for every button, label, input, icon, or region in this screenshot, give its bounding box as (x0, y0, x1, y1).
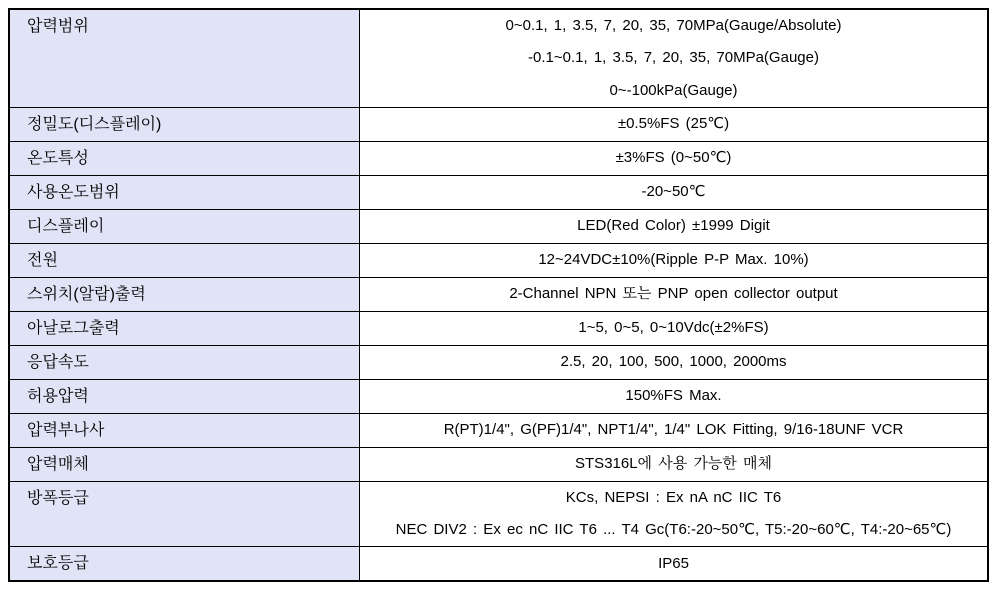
table-row-analog-output (9, 311, 988, 345)
row-value (360, 311, 989, 345)
spec-table-container (8, 8, 989, 582)
row-value (360, 277, 989, 311)
row-label: 압력범위 (9, 9, 360, 107)
value-line: KCs, NEPSI : Ex nA nC IIC T6 (565, 488, 782, 506)
row-label: 스위치(알람)출력 (9, 277, 360, 311)
value-line: ±0.5%FS (25℃) (617, 115, 730, 133)
value-line: ±3%FS (0~50℃) (615, 149, 732, 167)
spec-table (8, 8, 989, 582)
row-value (360, 209, 989, 243)
row-label: 방폭등급 (9, 481, 360, 547)
row-label: 허용압력 (9, 379, 360, 413)
row-label: 디스플레이 (9, 209, 360, 243)
value-line: 0~-100kPa(Gauge) (609, 81, 738, 99)
value-line: LED(Red Color) ±1999 Digit (577, 217, 770, 235)
row-label: 사용온도범위 (9, 175, 360, 209)
value-line: -0.1~0.1, 1, 3.5, 7, 20, 35, 70MPa(Gauge) (528, 49, 819, 67)
value-line: 1~5, 0~5, 0~10Vdc(±2%FS) (578, 319, 769, 337)
table-row-pressure-media (9, 447, 988, 481)
row-value (360, 175, 989, 209)
row-label: 압력매체 (9, 447, 360, 481)
value-line: R(PT)1/4", G(PF)1/4", NPT1/4", 1/4" LOK Fitting, 9/16-18UNF VCR (443, 421, 904, 439)
row-label: 응답속도 (9, 345, 360, 379)
value-line: 0~0.1, 1, 3.5, 7, 20, 35, 70MPa(Gauge/Absolute) (505, 17, 842, 34)
row-value (360, 447, 989, 481)
row-value (360, 413, 989, 447)
row-value (360, 243, 989, 277)
row-value (360, 141, 989, 175)
row-label: 보호등급 (9, 547, 360, 581)
value-line: STS316L에 사용 가능한 매체 (575, 455, 772, 473)
table-row-accuracy-display (9, 107, 988, 141)
value-line: 2-Channel NPN 또는 PNP open collector output (509, 285, 838, 303)
row-value (360, 379, 989, 413)
row-label: 정밀도(디스플레이) (9, 107, 360, 141)
table-row-explosion-proof-rating (9, 481, 988, 547)
value-line: 150%FS Max. (625, 387, 722, 405)
value-line: NEC DIV2 : Ex ec nC IIC T6 ... T4 Gc(T6:-20~50℃, T5:-20~60℃, T4:-20~65℃) (395, 521, 952, 539)
table-row-allowable-pressure (9, 379, 988, 413)
row-value (360, 481, 989, 547)
table-row-switch-alarm-output (9, 277, 988, 311)
row-value (360, 9, 989, 107)
row-label: 온도특성 (9, 141, 360, 175)
table-row-pressure-range (9, 9, 988, 107)
row-label: 압력부나사 (9, 413, 360, 447)
table-row-response-time (9, 345, 988, 379)
table-row-display (9, 209, 988, 243)
row-value (360, 345, 989, 379)
value-line: 2.5, 20, 100, 500, 1000, 2000ms (560, 353, 787, 371)
table-row-pressure-port-thread (9, 413, 988, 447)
table-row-power-supply (9, 243, 988, 277)
value-line: IP65 (658, 554, 689, 572)
table-row-temperature-characteristics (9, 141, 988, 175)
value-line: 12~24VDC±10%(Ripple P-P Max. 10%) (538, 251, 809, 269)
row-value (360, 547, 989, 581)
table-row-operating-temperature-range (9, 175, 988, 209)
row-value (360, 107, 989, 141)
value-line: -20~50℃ (641, 183, 706, 201)
row-label: 아날로그출력 (9, 311, 360, 345)
row-label: 전원 (9, 243, 360, 277)
table-row-protection-rating (9, 547, 988, 581)
